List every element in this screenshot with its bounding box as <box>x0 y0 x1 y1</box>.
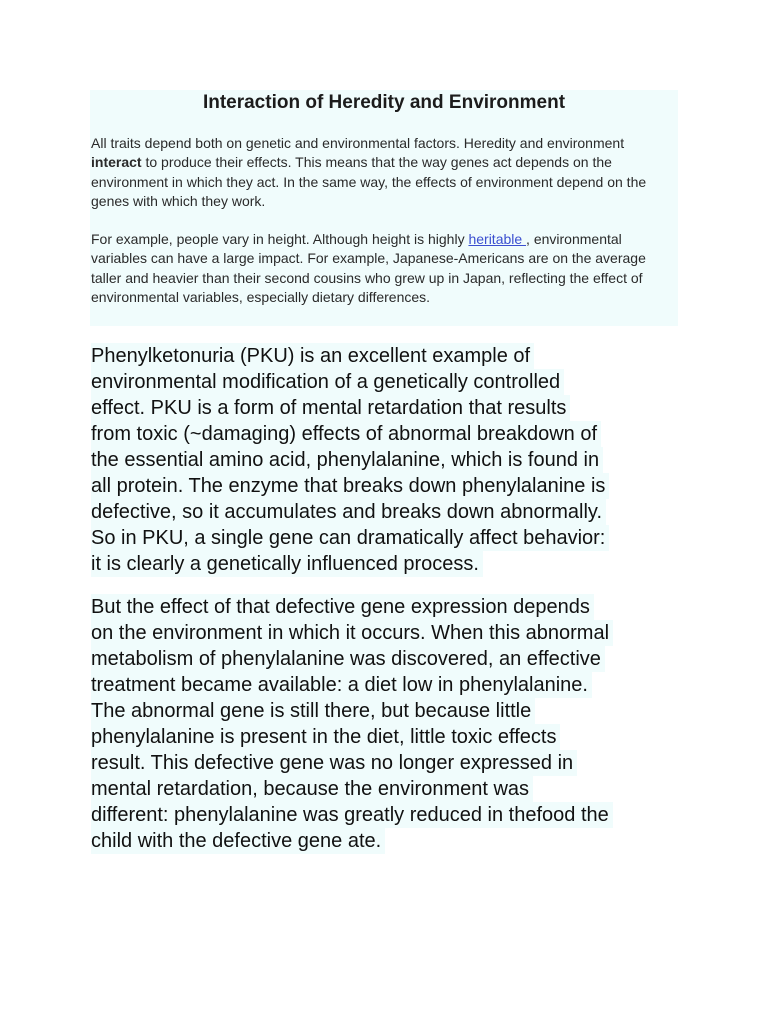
paragraph-line: all protein. The enzyme that breaks down phenylalanine is <box>91 473 609 499</box>
paragraph-line: on the environment in which it occurs. When this abnormal <box>91 620 613 646</box>
paragraph-line: defective, so it accumulates and breaks down abnormally. <box>91 499 606 525</box>
paragraph-line: But the effect of that defective gene expression depends <box>91 594 594 620</box>
paragraph-line: result. This defective gene was no longer expressed in <box>91 750 577 776</box>
paragraph-line: mental retardation, because the environment was <box>91 776 533 802</box>
paragraph-line: it is clearly a genetically influenced process. <box>91 551 483 577</box>
paragraph-line: Phenylketonuria (PKU) is an excellent example of <box>91 343 534 369</box>
effect-paragraph <box>91 594 691 854</box>
interact-bold-word: interact <box>91 154 142 171</box>
paragraph-line: child with the defective gene ate. <box>91 828 385 854</box>
example-paragraph: For example, people vary in height. Although height is highly heritable , environmental variables can have a large impact. For example, Japanese-Americans are on the average taller and heavier than their second cousins who grew up in Japan, reflecting the effect of environmental variables, especially dietary differences. <box>91 231 646 305</box>
paragraph-line: So in PKU, a single gene can dramatically affect behavior: <box>91 525 609 551</box>
heritable-link[interactable]: heritable <box>468 231 527 247</box>
intro-paragraph: All traits depend both on genetic and environmental factors. Heredity and environment interact to produce their effects. This means that the way genes act depends on the environment in which they act. In the same way, the effects of environment depend on the genes with which they work. <box>91 135 647 209</box>
paragraph-line: from toxic (~damaging) effects of abnormal breakdown of <box>91 421 601 447</box>
page-title: Interaction of Heredity and Environment <box>202 92 566 113</box>
paragraph-line: the essential amino acid, phenylalanine, which is found in <box>91 447 603 473</box>
paragraph-line: different: phenylalanine was greatly reduced in thefood the <box>91 802 613 828</box>
paragraph-line: effect. PKU is a form of mental retardation that results <box>91 395 570 421</box>
paragraph-line: environmental modification of a genetically controlled <box>91 369 564 395</box>
paragraph-line: treatment became available: a diet low in phenylalanine. <box>91 672 592 698</box>
pku-paragraph <box>91 343 691 577</box>
paragraph-line: metabolism of phenylalanine was discovered, an effective <box>91 646 605 672</box>
paragraph-line: phenylalanine is present in the diet, little toxic effects <box>91 724 560 750</box>
paragraph-line: The abnormal gene is still there, but because little <box>91 698 535 724</box>
